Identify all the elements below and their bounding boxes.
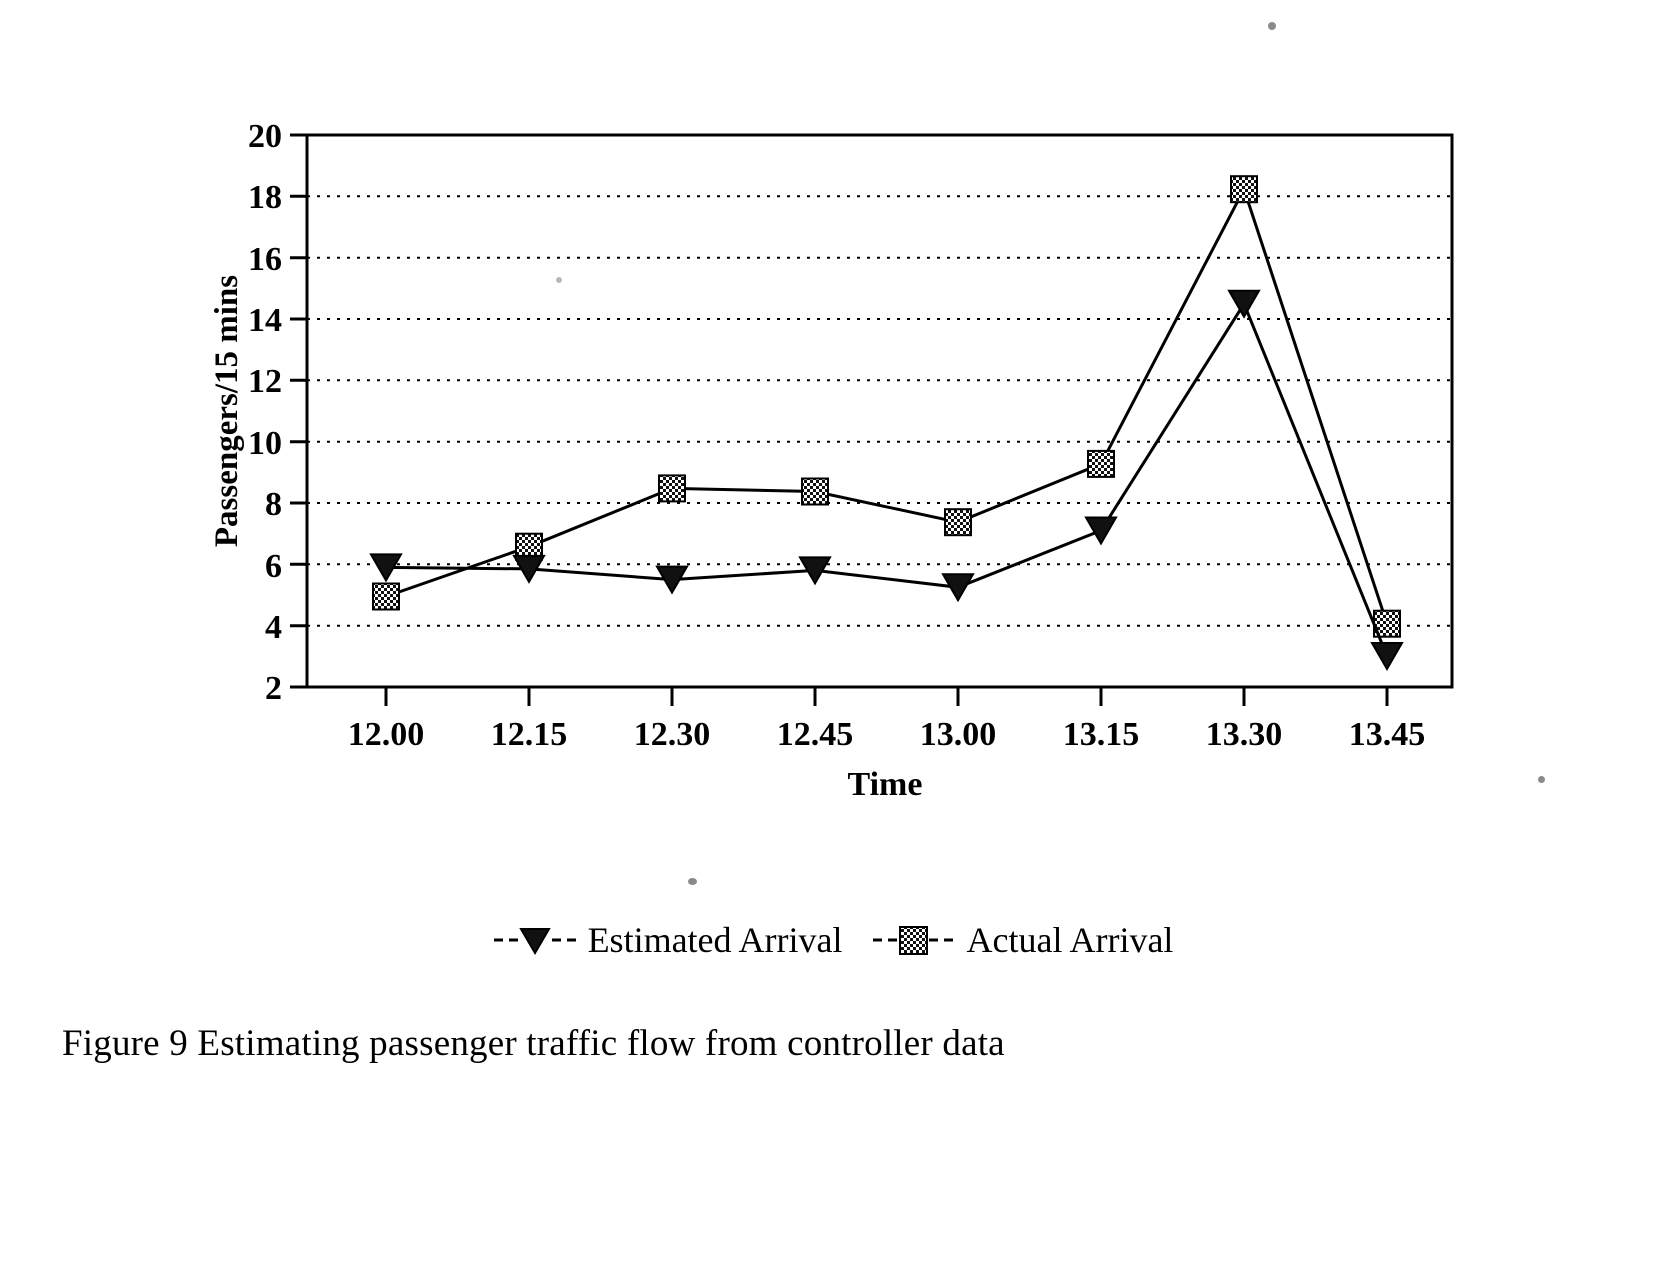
legend-label-estimated: Estimated Arrival: [587, 920, 843, 960]
chart-legend: [0, 895, 1665, 985]
y-tick-label: 4: [265, 609, 282, 646]
x-tick-label: 12.15: [490, 716, 568, 753]
y-tick-labels: [248, 118, 282, 707]
legend-entry-estimated: [492, 919, 843, 961]
y-tick-label: 18: [248, 179, 282, 216]
page-speck: [556, 277, 562, 283]
x-tick-label: 12.45: [776, 716, 854, 753]
y-tick-label: 2: [265, 670, 282, 707]
y-axis-title: Passengers/15 mins: [209, 274, 245, 548]
y-axis-ticks: [290, 135, 307, 687]
y-tick-label: 6: [265, 548, 282, 585]
square-checkered-icon: [871, 923, 957, 957]
y-tick-label: 16: [248, 241, 282, 278]
y-tick-label: 8: [265, 486, 282, 523]
y-tick-label: 10: [248, 425, 282, 462]
page-speck: [1538, 776, 1545, 783]
x-tick-label: 13.15: [1062, 716, 1140, 753]
x-tick-label: 12.30: [633, 716, 711, 753]
x-tick-label: 13.00: [919, 716, 997, 753]
triangle-down-solid-icon: [492, 923, 578, 957]
x-tick-label: 13.30: [1205, 716, 1283, 753]
y-tick-label: 12: [248, 363, 282, 400]
page-speck: [1268, 22, 1276, 30]
x-axis-title: Time: [847, 766, 923, 800]
x-tick-label: 13.45: [1348, 716, 1426, 753]
legend-label-actual: Actual Arrival: [966, 920, 1174, 960]
y-tick-label: 14: [248, 302, 282, 339]
legend-entry-actual: [871, 919, 1174, 961]
y-tick-label: 20: [248, 118, 282, 155]
x-tick-labels: [348, 716, 1426, 753]
figure-caption: Figure 9 Estimating passenger traffic flow from controller data: [62, 1023, 1005, 1064]
page-speck: [688, 878, 697, 885]
x-axis-ticks: [386, 687, 1387, 706]
plot-frame: [307, 135, 1452, 687]
x-tick-label: 12.00: [347, 716, 425, 753]
